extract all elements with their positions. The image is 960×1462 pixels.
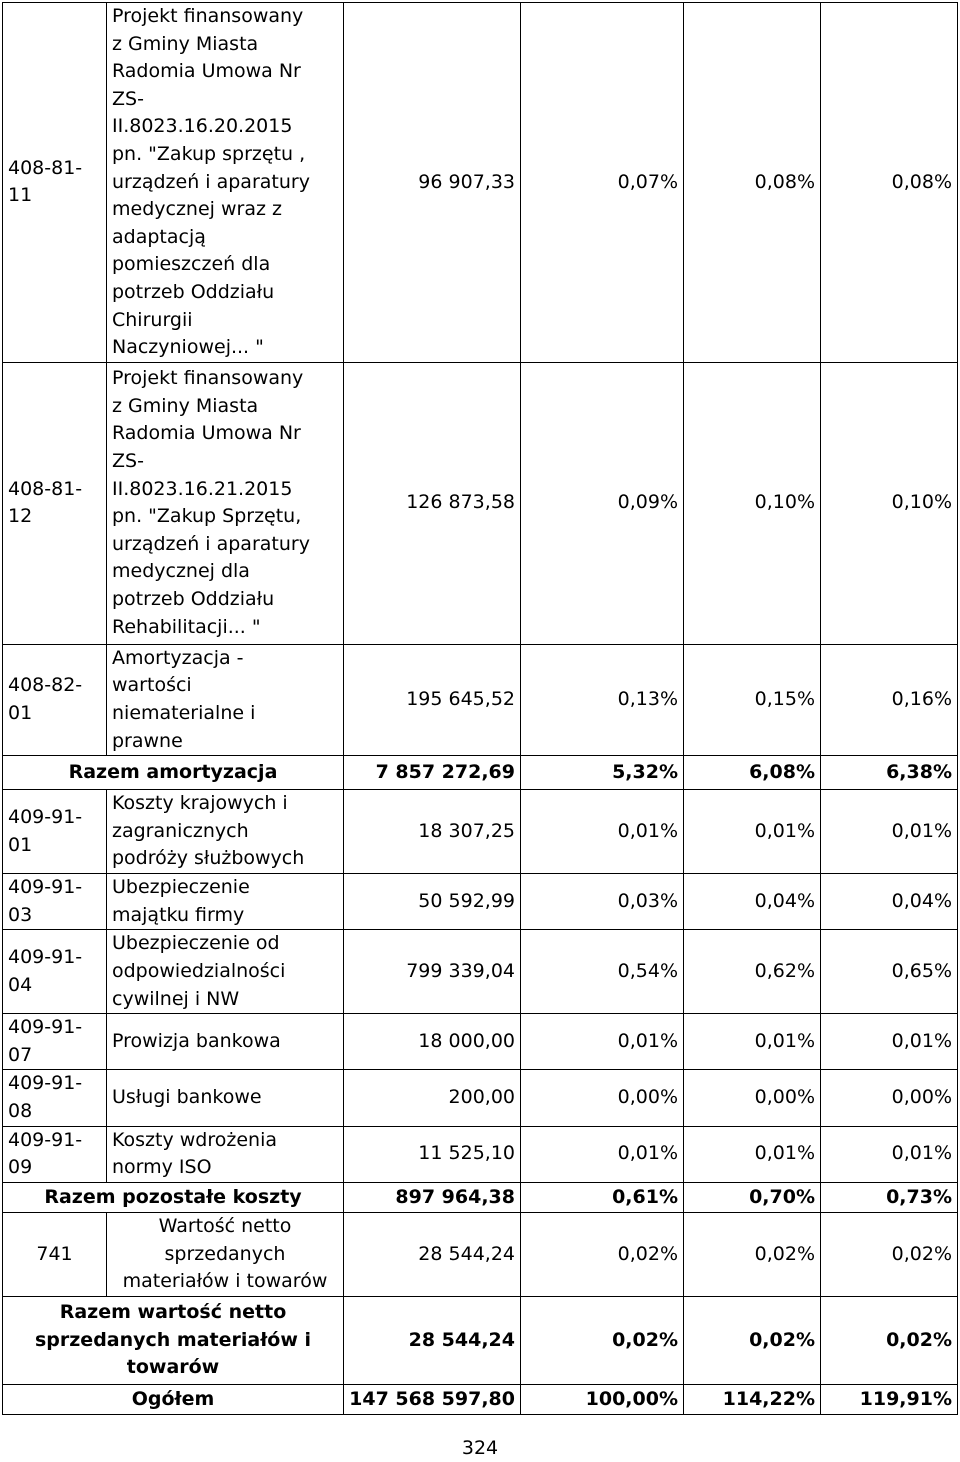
percent-cell-2: 0,01%: [684, 1014, 821, 1070]
subtotal-row: [3, 756, 958, 790]
percent-cell-1: 0,61%: [521, 1182, 684, 1212]
table-row: [3, 1014, 958, 1070]
table-row: [3, 874, 958, 930]
percent-cell-2: 0,00%: [684, 1070, 821, 1126]
percent-cell-2: 0,01%: [684, 1126, 821, 1182]
table-row: [3, 790, 958, 874]
amount-cell: 28 544,24: [344, 1296, 521, 1384]
percent-cell-2: 0,02%: [684, 1296, 821, 1384]
row-description: Wartość netto sprzedanych materiałów i towarów: [107, 1212, 344, 1296]
percent-cell-2: 0,62%: [684, 930, 821, 1014]
percent-cell-2: 0,04%: [684, 874, 821, 930]
amount-cell: 96 907,33: [344, 3, 521, 363]
percent-cell-3: 0,01%: [821, 790, 958, 874]
percent-cell-3: 0,00%: [821, 1070, 958, 1126]
amount-cell: 799 339,04: [344, 930, 521, 1014]
percent-cell-1: 0,02%: [521, 1296, 684, 1384]
percent-cell-3: 0,65%: [821, 930, 958, 1014]
percent-cell-2: 0,10%: [684, 362, 821, 644]
table-row: [3, 3, 958, 363]
table-row: [3, 1212, 958, 1296]
grand-total-row: [3, 1384, 958, 1414]
subtotal-label: Razem amortyzacja: [3, 756, 344, 790]
percent-cell-1: 5,32%: [521, 756, 684, 790]
percent-cell-3: 0,01%: [821, 1014, 958, 1070]
account-code: 408-82- 01: [3, 644, 107, 755]
row-description: Projekt finansowany z Gminy Miasta Radomia Umowa Nr ZS- II.8023.16.21.2015 pn. "Zakup Sprzętu, urządzeń i aparatury medycznej dla potrzeb Oddziału Rehabilitacji... ": [107, 362, 344, 644]
table-row: [3, 1126, 958, 1182]
percent-cell-1: 0,02%: [521, 1212, 684, 1296]
percent-cell-2: 0,08%: [684, 3, 821, 363]
percent-cell-1: 0,03%: [521, 874, 684, 930]
percent-cell-2: 0,15%: [684, 644, 821, 755]
subtotal-row: [3, 1182, 958, 1212]
row-description: Projekt finansowany z Gminy Miasta Radomia Umowa Nr ZS- II.8023.16.20.2015 pn. "Zakup sprzętu , urządzeń i aparatury medycznej wraz z adaptacją pomieszczeń dla potrzeb Oddziału Chirurgii Naczyniowej... ": [107, 3, 344, 363]
account-code: 409-91- 09: [3, 1126, 107, 1182]
percent-cell-3: 0,08%: [821, 3, 958, 363]
account-code: 409-91- 08: [3, 1070, 107, 1126]
percent-cell-2: 0,01%: [684, 790, 821, 874]
account-code: 409-91- 04: [3, 930, 107, 1014]
table-row: [3, 644, 958, 755]
row-description: Amortyzacja - wartości niematerialne i prawne: [107, 644, 344, 755]
account-code: 408-81- 11: [3, 3, 107, 363]
percent-cell-3: 119,91%: [821, 1384, 958, 1414]
percent-cell-1: 0,13%: [521, 644, 684, 755]
percent-cell-1: 0,00%: [521, 1070, 684, 1126]
percent-cell-3: 0,01%: [821, 1126, 958, 1182]
amount-cell: 28 544,24: [344, 1212, 521, 1296]
percent-cell-1: 0,01%: [521, 790, 684, 874]
table-row: [3, 930, 958, 1014]
amount-cell: 147 568 597,80: [344, 1384, 521, 1414]
percent-cell-3: 0,10%: [821, 362, 958, 644]
row-description: Prowizja bankowa: [107, 1014, 344, 1070]
subtotal-label: Razem pozostałe koszty: [3, 1182, 344, 1212]
percent-cell-3: 0,04%: [821, 874, 958, 930]
subtotal-row: [3, 1296, 958, 1384]
amount-cell: 195 645,52: [344, 644, 521, 755]
account-code: 408-81- 12: [3, 362, 107, 644]
amount-cell: 18 307,25: [344, 790, 521, 874]
percent-cell-2: 6,08%: [684, 756, 821, 790]
percent-cell-2: 0,02%: [684, 1212, 821, 1296]
percent-cell-1: 100,00%: [521, 1384, 684, 1414]
amount-cell: 18 000,00: [344, 1014, 521, 1070]
amount-cell: 897 964,38: [344, 1182, 521, 1212]
percent-cell-1: 0,07%: [521, 3, 684, 363]
account-code: 741: [3, 1212, 107, 1296]
row-description: Koszty krajowych i zagranicznych podróży służbowych: [107, 790, 344, 874]
amount-cell: 7 857 272,69: [344, 756, 521, 790]
row-description: Ubezpieczenie od odpowiedzialności cywilnej i NW: [107, 930, 344, 1014]
grand-total-label: Ogółem: [3, 1384, 344, 1414]
account-code: 409-91- 03: [3, 874, 107, 930]
amount-cell: 126 873,58: [344, 362, 521, 644]
financial-table: [2, 2, 958, 1415]
percent-cell-2: 114,22%: [684, 1384, 821, 1414]
percent-cell-3: 0,73%: [821, 1182, 958, 1212]
subtotal-label: Razem wartość netto sprzedanych materiałów i towarów: [3, 1296, 344, 1384]
row-description: Usługi bankowe: [107, 1070, 344, 1126]
table-row: [3, 1070, 958, 1126]
percent-cell-1: 0,54%: [521, 930, 684, 1014]
percent-cell-2: 0,70%: [684, 1182, 821, 1212]
amount-cell: 11 525,10: [344, 1126, 521, 1182]
account-code: 409-91- 01: [3, 790, 107, 874]
row-description: Koszty wdrożenia normy ISO: [107, 1126, 344, 1182]
percent-cell-3: 6,38%: [821, 756, 958, 790]
account-code: 409-91- 07: [3, 1014, 107, 1070]
percent-cell-1: 0,01%: [521, 1014, 684, 1070]
percent-cell-3: 0,16%: [821, 644, 958, 755]
page-number: 324: [461, 1437, 499, 1459]
percent-cell-3: 0,02%: [821, 1296, 958, 1384]
amount-cell: 200,00: [344, 1070, 521, 1126]
percent-cell-1: 0,09%: [521, 362, 684, 644]
amount-cell: 50 592,99: [344, 874, 521, 930]
percent-cell-1: 0,01%: [521, 1126, 684, 1182]
table-row: [3, 362, 958, 644]
percent-cell-3: 0,02%: [821, 1212, 958, 1296]
row-description: Ubezpieczenie majątku firmy: [107, 874, 344, 930]
